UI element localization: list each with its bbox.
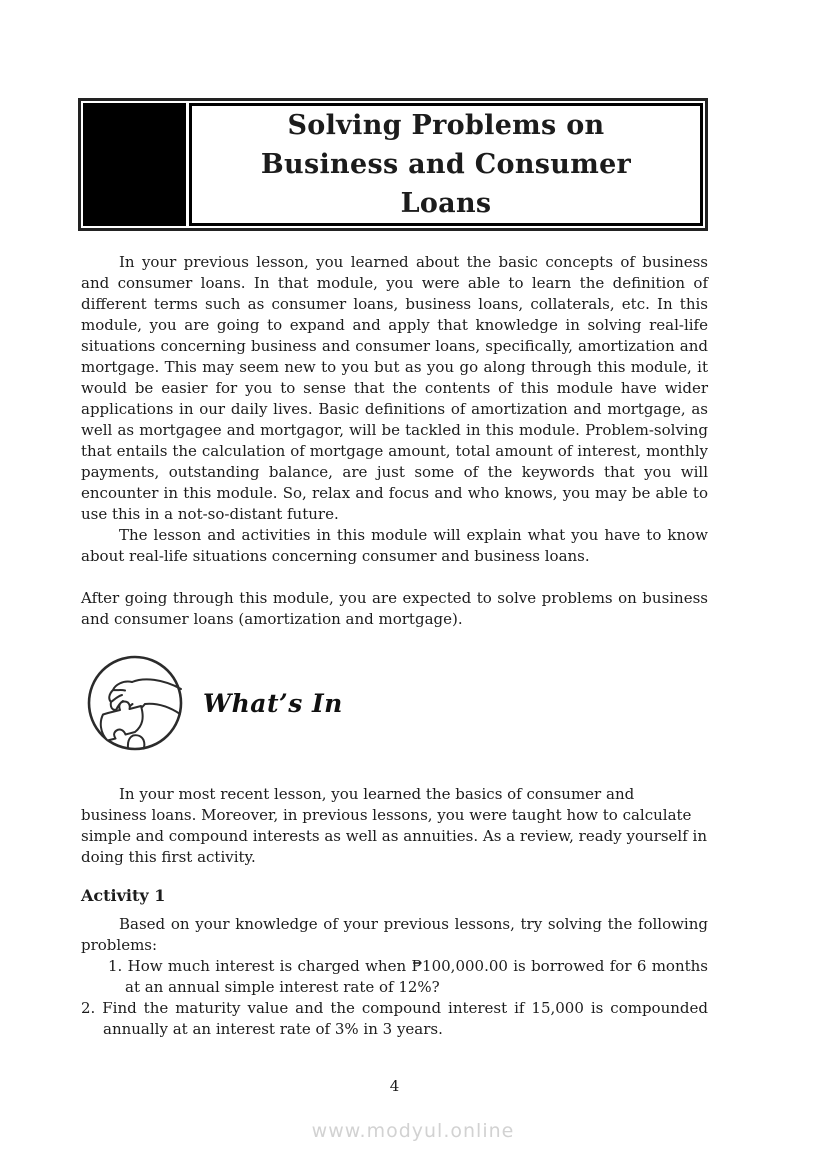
intro-section [81, 252, 708, 630]
module-title-line: Solving Problems on [287, 110, 605, 141]
whats-in-section-header [85, 651, 343, 755]
module-title-line: Loans [400, 188, 492, 219]
activity-item-1 [108, 956, 708, 998]
activity-item-2 [81, 998, 708, 1040]
intro-paragraph-1: In your previous lesson, you learned about the basic concepts of business and consumer loans. In that module, you were able to learn the definition of different terms such as consumer loans, business loans, collaterals, etc. In this module, you are going to expand and apply that knowledge in solving real-life situations concerning business and consumer loans, specifically, amortization and mortgage. This may seem new to you but as you go along through this module, it would be easier for you to sense that the contents of this module have wider applications in our daily lives. Basic definitions of amortization and mortgage, as well as mortgagee and mortgagor, will be tackled in this module. Problem-solving that entails the calculation of mortgage amount, total amount of interest, monthly payments, outstanding balance, are just some of the keywords that you will encounter in this module. So, relax and focus and who knows, you may be able to use this in a not-so-distant future. [81, 253, 708, 523]
whats-in-paragraph [81, 784, 708, 868]
activity-item-number: 2. [81, 999, 96, 1017]
whats-in-paragraph-line: business loans. Moreover, in previous lessons, you were taught how to calculate [81, 806, 692, 824]
module-title-line: Business and Consumer [260, 149, 632, 180]
page-number: 4 [389, 1077, 400, 1095]
intro-paragraph-3: After going through this module, you are expected to solve problems on business and consumer loans (amortization and mortgage). [81, 589, 708, 628]
intro-paragraph-2: The lesson and activities in this module will explain what you have to know about real-life situations concerning consumer and business loans. [81, 526, 708, 565]
whats-in-paragraph-line: simple and compound interests as well as annuities. As a review, ready yourself in [81, 827, 707, 845]
activity-item-text: Find the maturity value and the compound interest if 15,000 is compounded annually at an interest rate of 3% in 3 years. [102, 999, 708, 1038]
whats-in-heading: What’s In [203, 688, 343, 718]
title-black-panel [83, 103, 186, 226]
activity-section [81, 885, 708, 1040]
module-title [189, 103, 703, 226]
activity-heading: Activity 1 [81, 886, 166, 905]
activity-item-number: 1. [108, 957, 123, 975]
hand-placing-puzzle-piece-icon [85, 651, 185, 755]
whats-in-paragraph-line: doing this first activity. [81, 848, 256, 866]
module-title-box [78, 98, 708, 231]
whats-in-paragraph-line: In your most recent lesson, you learned the basics of consumer and [119, 785, 635, 803]
activity-item-text: How much interest is charged when ₱100,000.00 is borrowed for 6 months at an annual simple interest rate of 12%? [125, 957, 708, 996]
watermark-text: www.modyul.online [311, 1120, 515, 1142]
activity-intro: Based on your knowledge of your previous lessons, try solving the following problems: [81, 915, 708, 954]
